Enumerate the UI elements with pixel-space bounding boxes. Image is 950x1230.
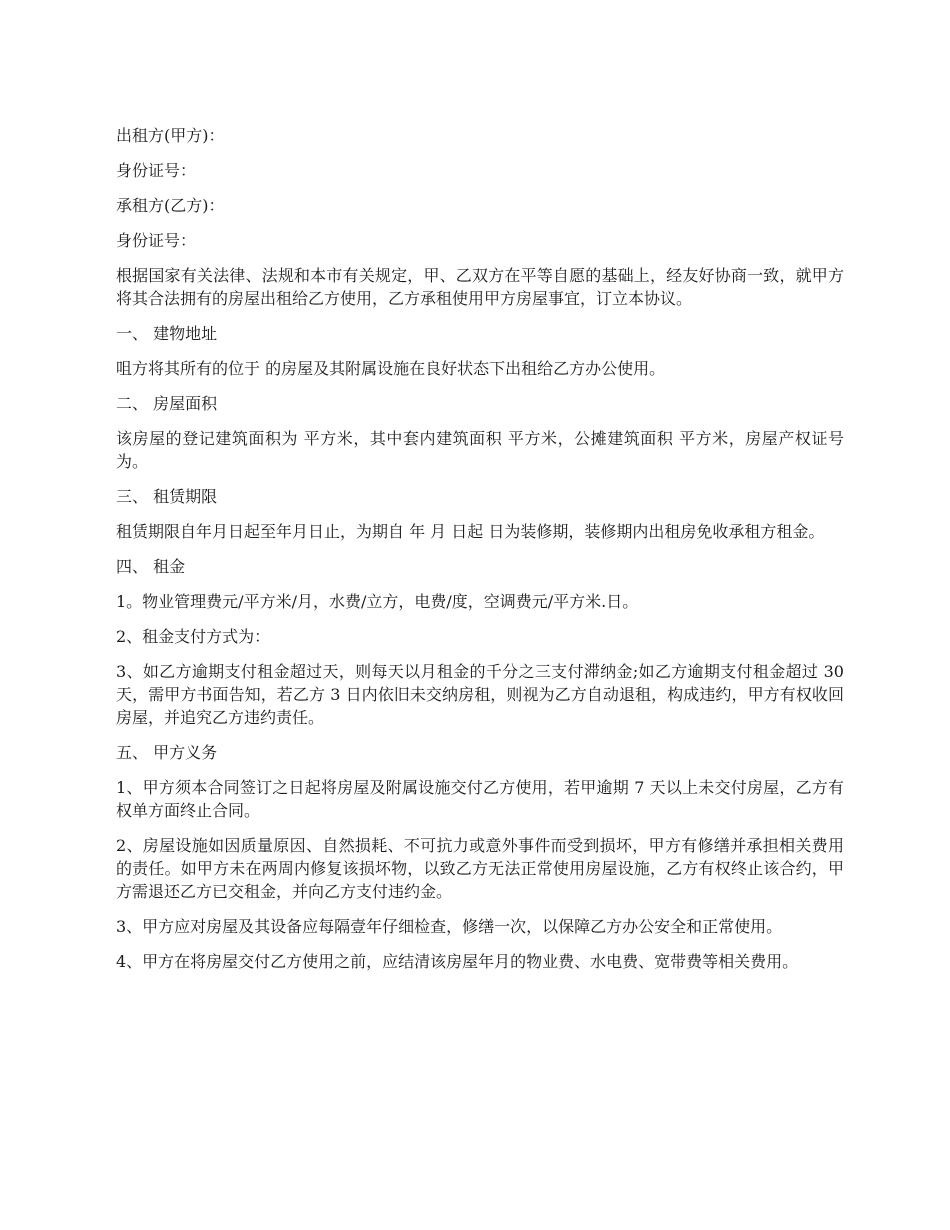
- lessor-duty-3: 3、甲方应对房屋及其设备应每隔壹年仔细检查，修缮一次，以保障乙方办公安全和正常使用。: [116, 917, 783, 936]
- lessor-id-line: 身份证号：: [116, 161, 197, 180]
- rent-clause-2: 2、租金支付方式为：: [116, 627, 271, 646]
- section-heading-4: 四、 租金: [116, 557, 186, 576]
- preamble-paragraph: 根据国家有关法律、法规和本市有关规定，甲、乙双方在平等自愿的基础上，经友好协商一致，就甲方将其合法拥有的房屋出租给乙方使用，乙方承租使用甲方房屋事宜，订立本协议。: [116, 266, 844, 308]
- lessor-duty-4: 4、甲方在将房屋交付乙方使用之前，应结清该房屋年月的物业费、水电费、宽带费等相关费用。: [116, 952, 799, 971]
- lessee-line: 承租方(乙方)：: [116, 196, 225, 215]
- section-2-paragraph: 该房屋的登记建筑面积为 平方米，其中套内建筑面积 平方米，公摊建筑面积 平方米，房屋产权证号为。: [116, 429, 844, 471]
- lessor-line: 出租方(甲方)：: [116, 126, 225, 145]
- lessee-id-line: 身份证号：: [116, 231, 197, 250]
- document-body: [116, 124, 844, 985]
- section-heading-2: 二、 房屋面积: [116, 394, 218, 413]
- section-heading-5: 五、 甲方义务: [116, 743, 218, 762]
- lessor-duty-2: 2、房屋设施如因质量原因、自然损耗、不可抗力或意外事件而受到损坏，甲方有修缮并承担相关费用的责任。如甲方未在两周内修复该损坏物，以致乙方无法正常使用房屋设施，乙方有权终止该合约，甲方需退还乙方已交租金，并向乙方支付违约金。: [116, 836, 844, 901]
- lessor-duty-1: 1、甲方须本合同签订之日起将房屋及附属设施交付乙方使用，若甲逾期 7 天以上未交付房屋，乙方有权单方面终止合同。: [116, 778, 844, 820]
- section-heading-3: 三、 租赁期限: [116, 487, 218, 506]
- rent-clause-3: 3、如乙方逾期支付租金超过天，则每天以月租金的千分之三支付滞纳金;如乙方逾期支付租金超过 30 天，需甲方书面告知，若乙方 3 日内依旧未交纳房租，则视为乙方自动退租，构成违约，甲方有权收回房屋，并追究乙方违约责任。: [116, 662, 844, 727]
- section-3-paragraph: 租赁期限自年月日起至年月日止，为期自 年 月 日起 日为装修期，装修期内出租房免收承租方租金。: [116, 522, 825, 541]
- section-heading-1: 一、 建物地址: [116, 324, 218, 343]
- rent-clause-1: 1。物业管理费元/平方米/月，水费/立方，电费/度，空调费元/平方米.日。: [116, 592, 639, 611]
- section-1-paragraph: 咀方将其所有的位于 的房屋及其附属设施在良好状态下出租给乙方办公使用。: [116, 359, 666, 378]
